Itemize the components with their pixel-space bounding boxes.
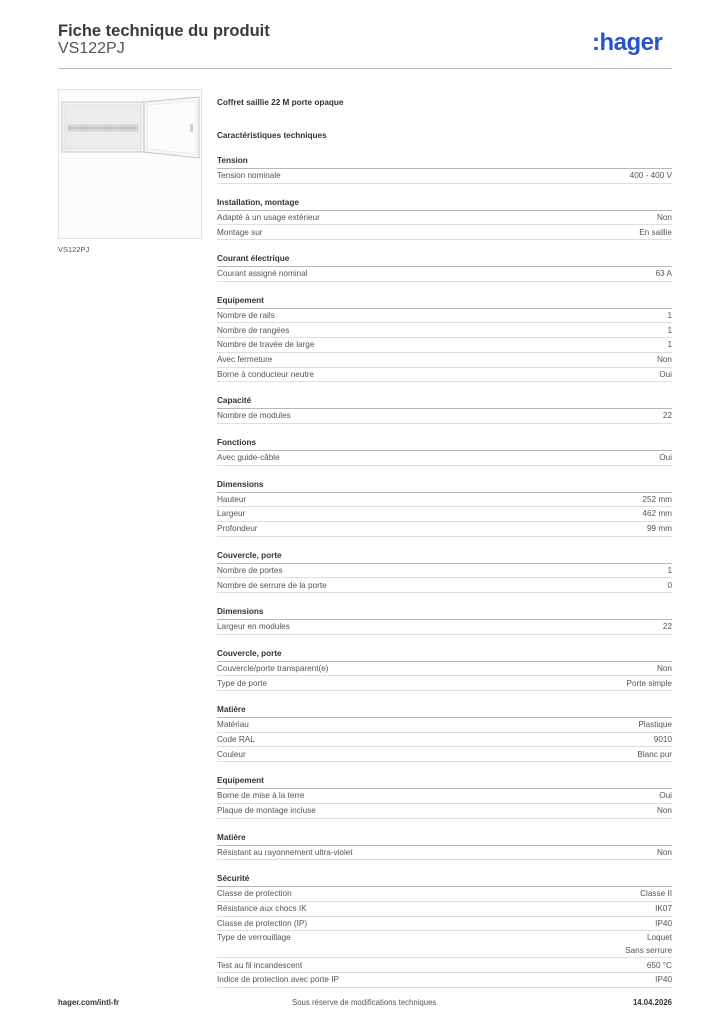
spec-value: Porte simple xyxy=(626,678,672,688)
spec-value: Oui xyxy=(659,369,672,379)
spec-row xyxy=(217,958,672,973)
spec-sections xyxy=(217,154,672,988)
spec-section xyxy=(217,252,672,282)
spec-row xyxy=(217,804,672,819)
spec-row xyxy=(217,676,672,691)
spec-section xyxy=(217,196,672,240)
spec-content xyxy=(217,96,672,988)
spec-label: Avec fermeture xyxy=(217,355,273,364)
spec-value: 1 xyxy=(667,565,672,575)
product-reference: VS122PJ xyxy=(58,40,125,57)
spec-row xyxy=(217,169,672,184)
spec-label: Couvercle/porte transparent(e) xyxy=(217,663,329,673)
spec-value: 252 mm xyxy=(642,494,672,504)
spec-value: 650 °C xyxy=(646,960,672,970)
spec-label: Profondeur xyxy=(217,524,258,534)
spec-row xyxy=(217,917,672,932)
spec-value: IK07 xyxy=(655,904,672,914)
spec-value: Oui xyxy=(659,453,672,463)
spec-label: Nombre de serrure de la porte xyxy=(217,580,327,590)
footer-website: hager.com/intl-fr xyxy=(58,998,120,1007)
section-title: Tension xyxy=(217,154,672,169)
spec-value: Non xyxy=(656,847,672,857)
spec-value: 0 xyxy=(667,580,672,590)
spec-value: Blanc pur xyxy=(637,749,672,759)
footer-notice: Sous réserve de modifications techniques xyxy=(292,998,437,1007)
spec-label: Nombre de rangées xyxy=(217,325,290,335)
spec-section xyxy=(217,294,672,382)
header-divider xyxy=(58,68,672,69)
spec-label: Plaque de montage incluse xyxy=(217,806,316,815)
spec-row xyxy=(217,620,672,635)
spec-value: IP40 xyxy=(655,975,672,985)
section-title: Capacité xyxy=(217,394,672,409)
section-title: Couvercle, porte xyxy=(217,647,672,662)
spec-row xyxy=(217,747,672,762)
spec-section xyxy=(217,549,672,593)
spec-row xyxy=(217,507,672,522)
section-title: Dimensions xyxy=(217,605,672,620)
spec-value: Non xyxy=(656,355,672,364)
section-title: Equipement xyxy=(217,774,672,789)
spec-heading: Caractéristiques techniques xyxy=(217,131,327,140)
section-title: Matière xyxy=(217,831,672,846)
spec-label: Borne à conducteur neutre xyxy=(217,369,314,379)
spec-label: Résistant au rayonnement ultra-violet xyxy=(217,847,353,857)
spec-label: Type de verrouillage xyxy=(217,933,291,943)
spec-row xyxy=(217,887,672,902)
spec-value: 400 - 400 V xyxy=(629,171,672,181)
spec-value: En saillie xyxy=(639,227,672,237)
footer-date: 14.04.2026 xyxy=(632,998,672,1007)
spec-row xyxy=(217,578,672,593)
spec-row xyxy=(217,846,672,861)
spec-section xyxy=(217,394,672,424)
spec-label: Couleur xyxy=(217,749,246,759)
spec-row xyxy=(217,973,672,988)
spec-section xyxy=(217,774,672,818)
spec-row xyxy=(217,409,672,424)
section-title: Fonctions xyxy=(217,436,672,451)
spec-row xyxy=(217,789,672,804)
spec-label: Largeur xyxy=(217,509,246,519)
spec-label: Nombre de rails xyxy=(217,310,275,320)
spec-value: 22 xyxy=(662,622,672,632)
section-title: Sécurité xyxy=(217,872,672,887)
spec-label: Code RAL xyxy=(217,734,255,744)
spec-label: Test au fil incandescent xyxy=(217,960,303,970)
spec-value: Classe II xyxy=(640,889,672,899)
spec-row xyxy=(217,309,672,324)
spec-row xyxy=(217,353,672,368)
hager-logo xyxy=(592,28,674,58)
section-title: Dimensions xyxy=(217,478,672,493)
spec-value: Non xyxy=(656,212,672,222)
section-title: Matière xyxy=(217,703,672,718)
spec-label: Tension nominale xyxy=(217,171,281,181)
spec-row xyxy=(217,451,672,466)
spec-row xyxy=(217,733,672,748)
spec-value: Loquet Sans serrure xyxy=(625,933,672,955)
section-title: Couvercle, porte xyxy=(217,549,672,564)
spec-section xyxy=(217,154,672,184)
spec-label: Nombre de modules xyxy=(217,411,291,421)
spec-value: 22 xyxy=(662,411,672,421)
spec-label: Montage sur xyxy=(217,227,263,237)
spec-value: 1 xyxy=(667,340,672,350)
spec-row xyxy=(217,564,672,579)
logo-text: :hager xyxy=(592,29,663,56)
spec-row xyxy=(217,225,672,240)
spec-value: Plastique xyxy=(638,720,672,730)
spec-label: Type de porte xyxy=(217,678,268,688)
spec-row xyxy=(217,662,672,677)
spec-row xyxy=(217,718,672,733)
spec-row xyxy=(217,267,672,282)
spec-row xyxy=(217,338,672,353)
spec-row xyxy=(217,323,672,338)
spec-row xyxy=(217,902,672,917)
section-title: Equipement xyxy=(217,294,672,309)
spec-value: 1 xyxy=(667,310,672,320)
spec-value: 1 xyxy=(667,325,672,335)
spec-row xyxy=(217,931,672,958)
section-title: Installation, montage xyxy=(217,196,672,211)
spec-row xyxy=(217,211,672,226)
spec-value: 99 mm xyxy=(646,524,672,534)
spec-section xyxy=(217,647,672,691)
spec-label: Résistance aux chocs IK xyxy=(217,904,307,914)
spec-label: Avec guide-câble xyxy=(217,453,280,463)
spec-row xyxy=(217,522,672,537)
spec-label: Nombre de portes xyxy=(217,565,283,575)
spec-section xyxy=(217,605,672,635)
spec-label: Borne de mise à la terre xyxy=(217,791,305,801)
section-title: Courant électrique xyxy=(217,252,672,267)
spec-label: Largeur en modules xyxy=(217,622,290,632)
spec-value: 9010 xyxy=(653,734,672,744)
spec-label: Matériau xyxy=(217,720,249,730)
product-name: Coffret saillie 22 M porte opaque xyxy=(217,98,344,107)
page-title: Fiche technique du produit xyxy=(58,22,270,40)
image-caption: VS122PJ xyxy=(58,245,90,254)
spec-label: Nombre de travée de large xyxy=(217,340,315,350)
spec-value: Oui xyxy=(659,791,672,801)
spec-section xyxy=(217,478,672,537)
product-image xyxy=(58,89,202,239)
spec-label: Indice de protection avec porte IP xyxy=(217,975,339,985)
spec-label: Hauteur xyxy=(217,494,247,504)
spec-row xyxy=(217,493,672,508)
spec-value: IP40 xyxy=(655,918,672,928)
spec-value: 462 mm xyxy=(642,509,672,519)
spec-label: Courant assigné nominal xyxy=(217,269,308,279)
spec-section xyxy=(217,872,672,988)
spec-value: Non xyxy=(656,806,672,815)
spec-section xyxy=(217,703,672,762)
spec-row xyxy=(217,368,672,383)
spec-label: Classe de protection xyxy=(217,889,292,899)
spec-value: 63 A xyxy=(655,269,672,279)
spec-section xyxy=(217,436,672,466)
spec-section xyxy=(217,831,672,861)
spec-label: Classe de protection (IP) xyxy=(217,918,308,928)
spec-label: Adapté à un usage extérieur xyxy=(217,212,320,222)
spec-value: Non xyxy=(656,663,672,673)
